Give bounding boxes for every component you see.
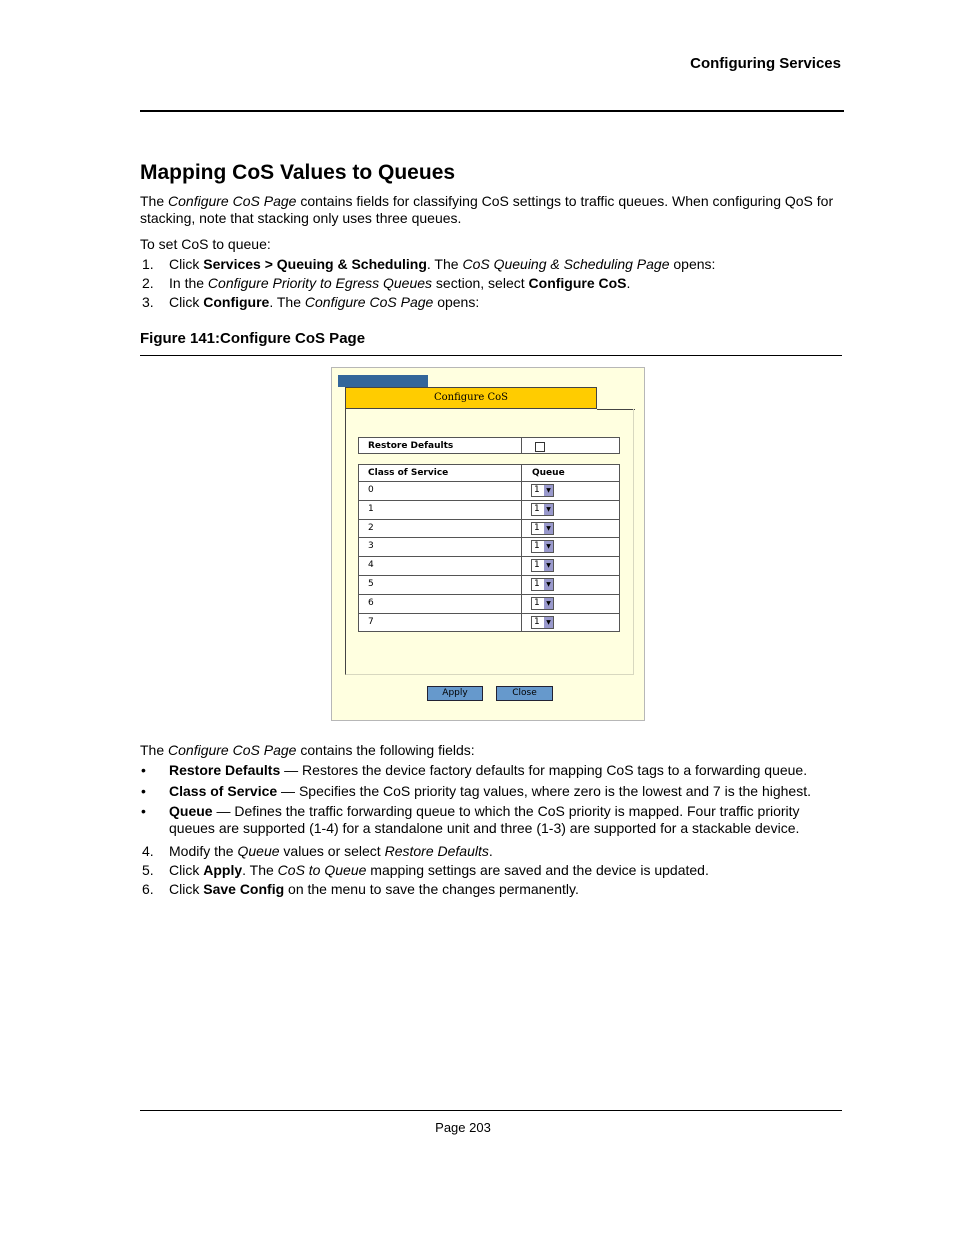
- bullet-item: Restore Defaults — Restores the device factory defaults for mapping CoS tags to a forwarding queue.: [169, 762, 808, 778]
- steps-intro: To set CoS to queue:: [140, 236, 271, 252]
- queue-select[interactable]: [531, 559, 554, 572]
- step-text: In the Configure Priority to Egress Queues section, select Configure CoS.: [169, 275, 631, 291]
- apply-button[interactable]: Apply: [427, 686, 483, 701]
- close-button[interactable]: Close: [496, 686, 553, 701]
- cos-value: 3: [368, 541, 374, 552]
- queue-select[interactable]: [531, 522, 554, 535]
- intro-paragraph: The Configure CoS Page contains fields for classifying CoS settings to traffic queues. When configuring QoS for stacking, note that stacking only uses three queues.: [140, 193, 834, 226]
- chevron-down-icon[interactable]: ▼: [544, 504, 553, 515]
- row-divider: [359, 613, 619, 614]
- step-text: Click Configure. The Configure CoS Page opens:: [169, 294, 480, 310]
- row-divider: [359, 500, 619, 501]
- step-number: 3.: [142, 294, 154, 310]
- chevron-down-icon[interactable]: ▼: [544, 560, 553, 571]
- cos-value: 0: [368, 485, 374, 495]
- cos-queue-table: [358, 464, 620, 632]
- chevron-down-icon[interactable]: ▼: [544, 485, 553, 496]
- bullet-icon: •: [141, 803, 146, 819]
- figure-rule: [140, 355, 842, 356]
- section-title: Mapping CoS Values to Queues: [140, 161, 456, 184]
- queue-value: 1: [534, 541, 540, 552]
- queue-value: 1: [534, 485, 540, 495]
- cos-value: 4: [368, 560, 374, 571]
- figure-caption: Figure 141:Configure CoS Page: [140, 330, 366, 347]
- step-text: Click Services > Queuing & Scheduling. The CoS Queuing & Scheduling Page opens:: [169, 256, 716, 272]
- restore-defaults-checkbox[interactable]: [535, 442, 545, 452]
- queue-select[interactable]: [531, 597, 554, 610]
- cos-value: 7: [368, 616, 374, 627]
- blue-tab: [338, 375, 428, 387]
- row-divider: [359, 519, 619, 520]
- class-of-service-header: Class of Service: [368, 468, 449, 478]
- header-rule: [140, 110, 844, 112]
- configure-cos-tab[interactable]: Configure CoS: [345, 387, 597, 409]
- footer-rule: [140, 1110, 842, 1111]
- chevron-down-icon[interactable]: ▼: [544, 617, 553, 628]
- running-header: Configuring Services: [690, 55, 841, 72]
- row-divider: [359, 481, 619, 482]
- bullet-icon: •: [141, 762, 146, 778]
- config-panel: [345, 409, 634, 698]
- cos-value: 2: [368, 522, 374, 533]
- step-number: 5.: [142, 862, 154, 878]
- step-number: 1.: [142, 256, 154, 272]
- step-text: Click Save Config on the menu to save the changes permanently.: [169, 881, 579, 897]
- step-text: Modify the Queue values or select Restore Defaults.: [169, 843, 493, 859]
- configure-cos-screenshot: [331, 367, 645, 721]
- queue-select[interactable]: [531, 503, 554, 516]
- cos-value: 6: [368, 597, 374, 608]
- queue-value: 1: [534, 579, 540, 589]
- step-number: 4.: [142, 843, 154, 859]
- queue-value: 1: [534, 522, 540, 533]
- row-divider: [359, 537, 619, 538]
- cos-value: 5: [368, 579, 374, 589]
- queue-header: Queue: [532, 468, 565, 478]
- chevron-down-icon[interactable]: ▼: [544, 598, 553, 609]
- queue-select[interactable]: [531, 540, 554, 553]
- fields-intro: The Configure CoS Page contains the following fields:: [140, 742, 475, 758]
- queue-value: 1: [534, 503, 540, 514]
- bullet-item: Class of Service — Specifies the CoS priority tag values, where zero is the lowest and 7 is the highest.: [169, 783, 811, 799]
- step-text: Click Apply. The CoS to Queue mapping settings are saved and the device is updated.: [169, 862, 709, 878]
- chevron-down-icon[interactable]: ▼: [544, 579, 553, 590]
- step-number: 6.: [142, 881, 154, 897]
- queue-select[interactable]: [531, 578, 554, 591]
- row-divider: [359, 575, 619, 576]
- restore-defaults-label: Restore Defaults: [368, 441, 454, 451]
- page-number: Page 203: [435, 1120, 491, 1135]
- chevron-down-icon[interactable]: ▼: [544, 541, 553, 552]
- queue-value: 1: [534, 560, 540, 571]
- row-divider: [359, 556, 619, 557]
- bullet-icon: •: [141, 783, 146, 799]
- row-divider: [359, 594, 619, 595]
- step-number: 2.: [142, 275, 154, 291]
- queue-select[interactable]: [531, 616, 554, 629]
- bullet-item: Queue — Defines the traffic forwarding queue to which the CoS priority is mapped. Four traffic priority queues are supported (1-4) for a standalone unit and three (1-3) are supported for a stackable device.: [169, 803, 800, 836]
- queue-select[interactable]: [531, 484, 554, 497]
- cos-value: 1: [368, 503, 374, 514]
- chevron-down-icon[interactable]: ▼: [544, 523, 553, 534]
- queue-value: 1: [534, 616, 540, 627]
- restore-defaults-table: [358, 437, 620, 454]
- queue-value: 1: [534, 597, 540, 608]
